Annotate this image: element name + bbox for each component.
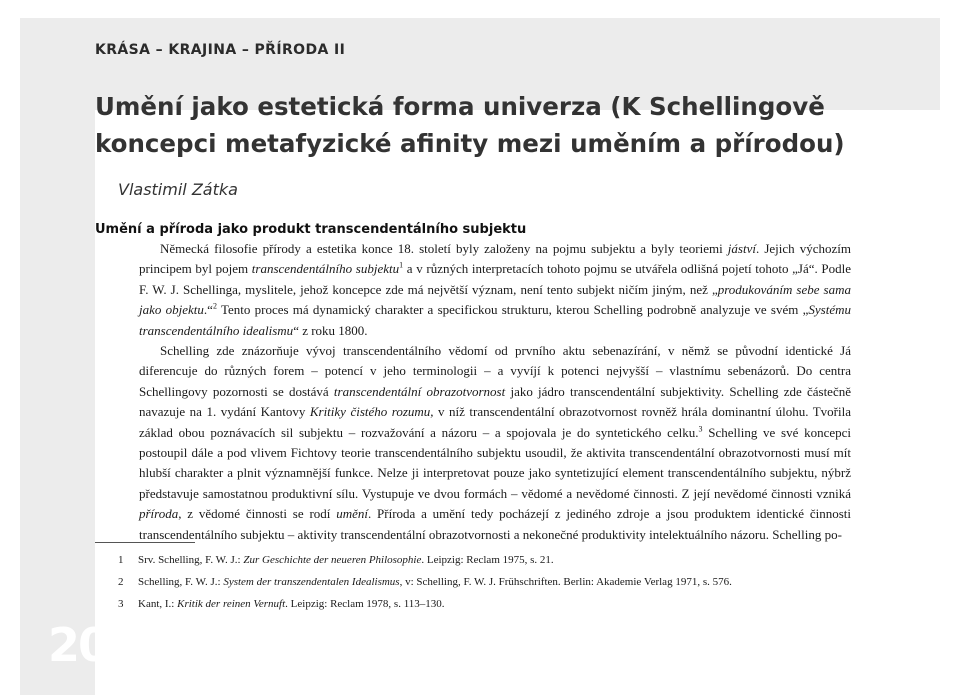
footnotes — [118, 549, 838, 615]
article-body — [139, 239, 851, 545]
footnote-divider — [95, 542, 195, 543]
author-name: Vlastimil Zátka — [118, 180, 238, 199]
footnote: 1 Srv. Schelling, F. W. J.: Zur Geschichte der neueren Philosophie. Leipzig: Reclam 1975, s. 21. — [118, 554, 554, 566]
footnote-ref[interactable]: 2 — [212, 301, 217, 311]
paragraph: Německá filosofie přírody a estetika konce 18. století byly založeny na pojmu subjektu a byly teoriemi jáství. Jejich výchozím principem byl pojem transcendentálního subjektu$^1$ a v různých interpretacích tohoto pojmu se utvářela odlišná pojetí tohoto „Já“. Podle F. W. J. Schellinga, myslitele, jehož koncepce zde má největší význam, není tento subjekt ničím jiným, než „produkováním sebe sama jako objektu.“$^2$ Tento proces má dynamický charakter a specifickou strukturu, kterou Schelling podrobně analyzuje ve svém „Systému transcendentálního idealismu“ z roku 1800. — [139, 241, 851, 338]
footnote-ref[interactable]: 3 — [698, 424, 703, 434]
footnote-ref[interactable]: 1 — [399, 261, 404, 271]
section-label: KRÁSA – KRAJINA – PŘÍRODA II — [95, 42, 346, 58]
footnote: 2 Schelling, F. W. J.: System der transzendentalen Idealismus, v: Schelling, F. W. J. Frühschriften. Berlin: Akademie Verlag 1971, s. 576. — [118, 576, 732, 588]
page-number: 20 — [48, 618, 109, 672]
article-title: Umění jako estetická forma univerza (K Schellingově koncepci metafyzické afinity mezi uměním a přírodou) — [95, 92, 845, 158]
paragraph: Schelling zde znázorňuje vývoj transcendentálního vědomí od prvního aktu sebenazírání, v němž se původní identické Já diferencuje do různých forem – potencí v jeho terminologii – a vyvíjí k potenci nejvyšší – vlastnímu sebenázorů. Do centra Schellingovy pozornosti se dostává transcendentální obrazotvornost jako jádro transcendentální subjektivity. Schelling zde částečně navazuje na 1. vydání Kantovy Kritiky čistého rozumu, v níž transcendentální obrazotvornost rovněž hrála dominantní úlohu. Tvořila základ obou poznávacích sil subjektu – rozvažování a názoru – a spojovala je do syntetického celku.$^3$ Schelling ve své koncepci postoupil dále a pod vlivem Fichtovy teorie transcendentálního subjektu usoudil, že aktivita transcendentální obrazotvornosti musí mít hlubší charakter a plnit významnější funkce. Nelze ji interpretovat pouze jako syntetizující element transcendentálního subjektu, nýbrž představuje samostatnou produktivní sílu. Vystupuje ve dvou formách – vědomé a nevědomé činnosti. Z její nevědomé činnosti vzniká příroda, z vědomé činnosti se rodí umění. Příroda a umění tedy pocházejí z jediného zdroje a jsou produktem identické činnosti transcendentálního subjektu – aktivity transcendentální obrazotvornosti a nekonečné produktivity intelektuálního názoru. Schelling po- — [139, 343, 852, 542]
section-subheading: Umění a příroda jako produkt transcendentálního subjektu — [95, 222, 527, 237]
footnote: 3 Kant, I.: Kritik der reinen Vernuft. Leipzig: Reclam 1978, s. 113–130. — [118, 598, 445, 610]
